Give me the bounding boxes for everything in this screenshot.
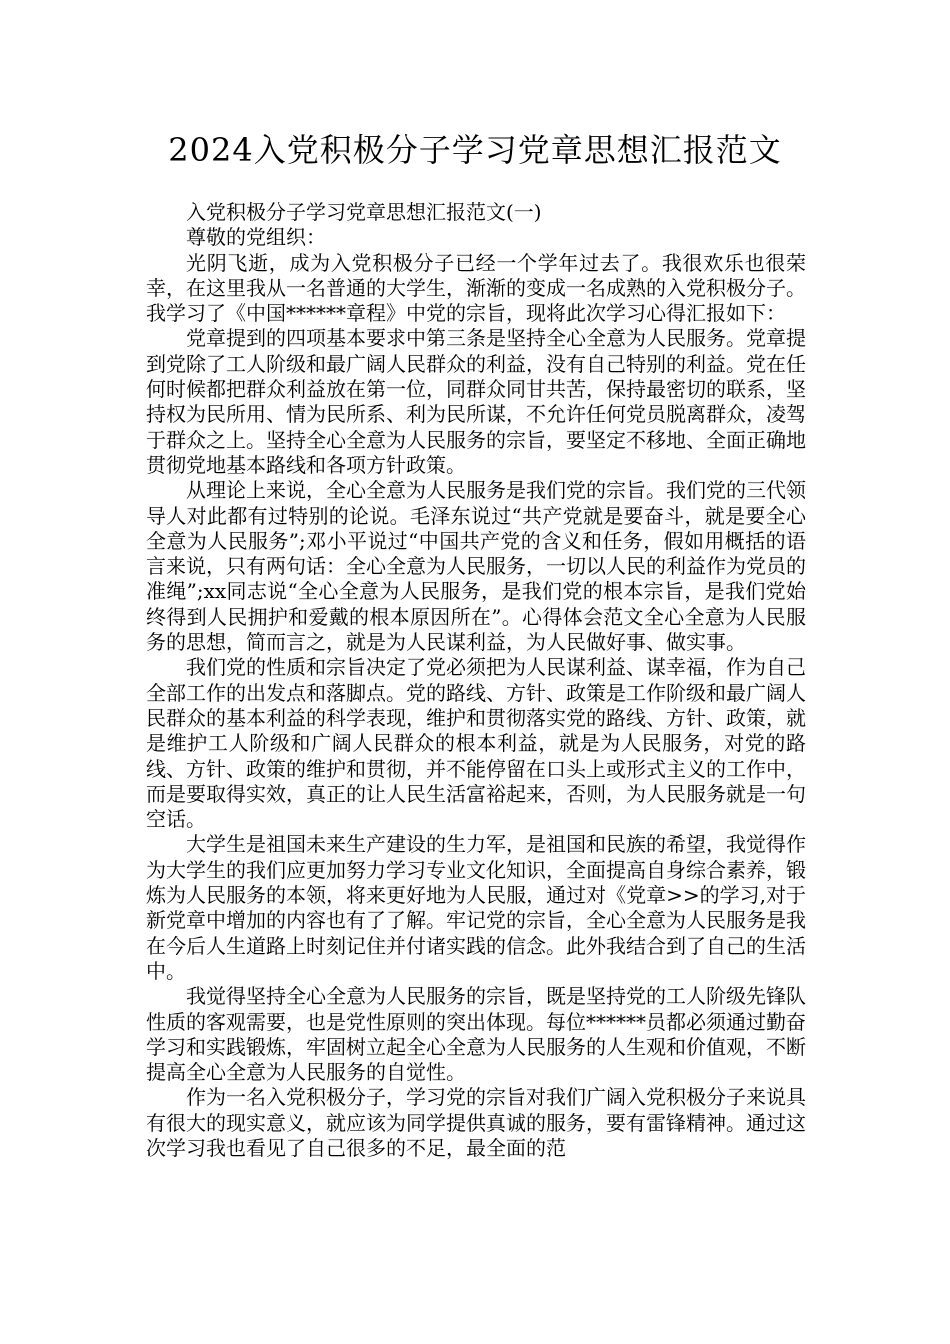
paragraph: 作为一名入党积极分子，学习党的宗旨对我们广阔入党积极分子来说具有很大的现实意义，就应该为同学提供真诚的服务，要有雷锋精神。通过这次学习我也看见了自己很多的不足，最全面的范 (146, 1085, 806, 1160)
document-body (146, 200, 806, 1161)
paragraph-salutation: 尊敬的党组织： (186, 225, 326, 250)
paragraph: 我们党的性质和宗旨决定了党必须把为人民谋利益、谋幸福，作为自己全部工作的出发点和落脚点。党的路线、方针、政策是工作阶级和最广阔人民群众的基本利益的科学表现，维护和贯彻落实党的路线、方针、政策，就是维护工人阶级和广阔人民群众的根本利益，就是为人民服务，对党的路线、方针、政策的维护和贯彻，并不能停留在口头上或形式主义的工作中，而是要取得实效，真正的让人民生活富裕起来，否则，为人民服务就是一句空话。 (146, 655, 806, 832)
paragraph: 我觉得坚持全心全意为人民服务的宗旨，既是坚持党的工人阶级先锋队性质的客观需要，也是党性原则的突出体现。每位******员都必须通过勤奋学习和实践锻炼，牢固树立起全心全意为人民服务的人生观和价值观，不断提高全心全意为人民服务的自觉性。 (146, 984, 806, 1085)
paragraph: 从理论上来说，全心全意为人民服务是我们党的宗旨。我们党的三代领导人对此都有过特别的论说。毛泽东说过“共产党就是要奋斗，就是要全心全意为人民服务”;邓小平说过“中国共产党的含义和任务，假如用概括的语言来说，只有两句话：全心全意为人民服务，一切以人民的利益作为党员的准绳”;xx同志说“全心全意为人民服务，是我们党的根本宗旨，是我们党始终得到人民拥护和爱戴的根本原因所在”。心得体会范文全心全意为人民服务的思想，简而言之，就是为人民谋利益，为人民做好事、做实事。 (146, 478, 806, 655)
paragraph: 光阴飞逝，成为入党积极分子已经一个学年过去了。我很欢乐也很荣幸，在这里我从一名普通的大学生，渐渐的变成一名成熟的入党积极分子。我学习了《中国******章程》中党的宗旨，现将此次学习心得汇报如下： (146, 250, 806, 326)
paragraph: 大学生是祖国未来生产建设的生力军，是祖国和民族的希望，我觉得作为大学生的我们应更加努力学习专业文化知识，全面提高自身综合素养，锻炼为人民服务的本领，将来更好地为人民服，通过对《党章>>的学习,对于新党章中增加的内容也有了了解。牢记党的宗旨，全心全意为人民服务是我在今后人生道路上时刻记住并付诸实践的信念。此外我结合到了自己的生活中。 (146, 832, 806, 983)
paragraph-subtitle: 入党积极分子学习党章思想汇报范文(一) (186, 200, 542, 224)
paragraph: 党章提到的四项基本要求中第三条是坚持全心全意为人民服务。党章提到党除了工人阶级和最广阔人民群众的利益，没有自己特别的利益。党在任何时候都把群众利益放在第一位，同群众同甘共苦，保持最密切的联系，坚持权为民所用、情为民所系、利为民所谋，不允许任何党员脱离群众，凌驾于群众之上。坚持全心全意为人民服务的宗旨，要坚定不移地、全面正确地贯彻党地基本路线和各项方针政策。 (146, 326, 806, 477)
document-title: 2024入党积极分子学习党章思想汇报范文 (168, 131, 782, 169)
